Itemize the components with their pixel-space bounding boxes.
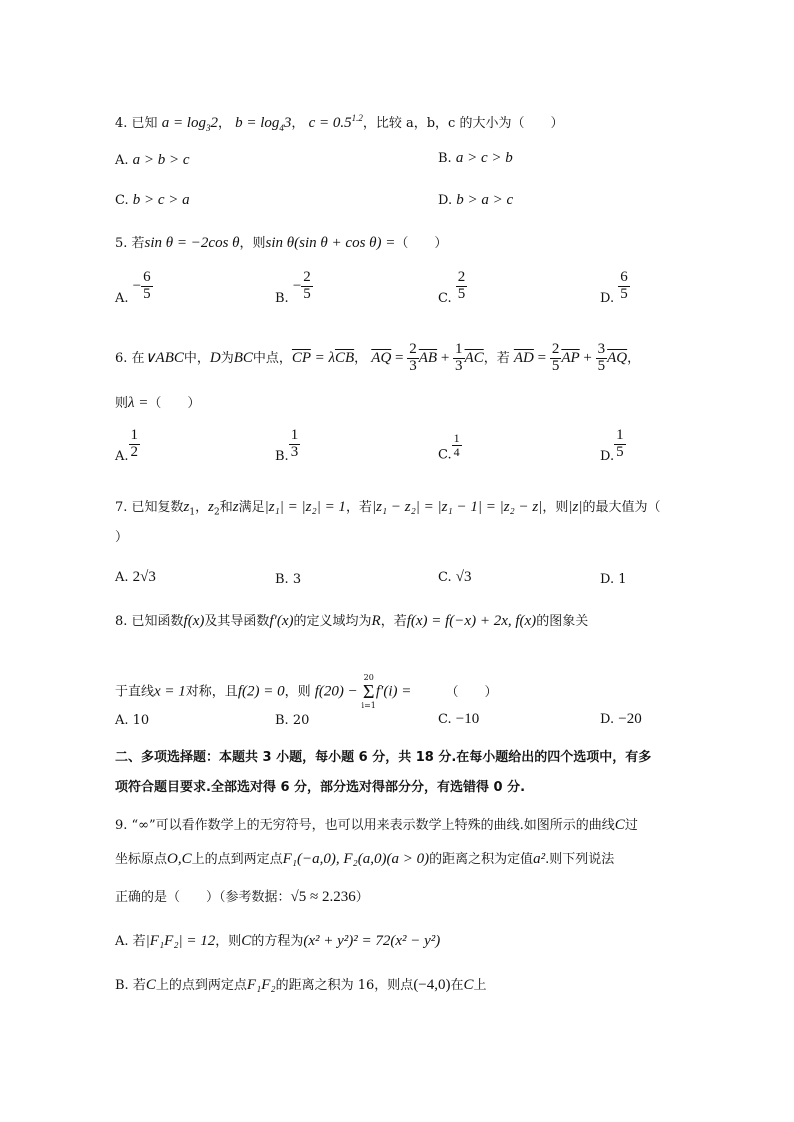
q7-option-d[interactable]: D. 1 bbox=[600, 572, 627, 587]
q5-condition: sin θ = −2cos θ bbox=[144, 235, 240, 251]
q7-condition-1: |z₁| = |z₂| = 1 bbox=[264, 499, 346, 515]
q4-b-def: $b = \log_43$ bbox=[235, 115, 292, 133]
q5-option-b[interactable]: B. − $\frac{2}{5}$ bbox=[275, 269, 311, 306]
q4-c-def: $c = 0.5^{1.2}$ bbox=[308, 113, 363, 131]
q9-stem: 9. “∞”可以看作数学上的无穷符号，也可以用来表示数学上特殊的曲线.如图所示的曲线C过 bbox=[115, 817, 638, 833]
q5-option-d[interactable]: D. $\frac{6}{5}$ bbox=[600, 269, 628, 306]
q4-stem: 4. 已知 $a = \log_32$， $b = \log_43$， $c = 0.5^{1.2}$，比较 a，b，c 的大小为（ ） bbox=[115, 113, 564, 133]
q8-summation: 20 Σ i=1 bbox=[361, 673, 376, 710]
q5-expression: sin θ(sin θ + cos θ) = bbox=[265, 235, 396, 251]
q9-option-a[interactable]: A. 若|F₁F₂| = 12，则C的方程为(x² + y²)² = 72(x² − y²) bbox=[115, 933, 441, 949]
q8-option-c[interactable]: C. −10 bbox=[438, 711, 480, 727]
q5-option-c[interactable]: C. $\frac{2}{5}$ bbox=[438, 269, 466, 306]
q6-option-b[interactable]: B. $\frac{1}{3}$ bbox=[275, 427, 299, 464]
q4-option-c[interactable]: C. b > c > a bbox=[115, 192, 190, 208]
q4-option-a[interactable]: A. a > b > c bbox=[115, 152, 190, 168]
q4-text: ，比较 a，b，c 的大小为（ ） bbox=[362, 116, 564, 131]
q8-stem-line2: 于直线x = 1对称，且f(2) = 0，则 f(20) − 20 Σ i=1 f′(i) = （ ） bbox=[115, 673, 498, 710]
q8-stem: 8. 已知函数f(x)及其导函数f′(x)的定义域均为R，若f(x) = f(−x) + 2x, f(x)的图象关 bbox=[115, 613, 589, 629]
q9-stem-line3: 正确的是（ ）（参考数据：√5 ≈ 2.236） bbox=[115, 889, 369, 905]
q6-stem-line2: 则λ =（ ） bbox=[115, 395, 201, 411]
q7-stem: 7. 已知复数$z_1$，$z_2$和z满足|z₁| = |z₂| = 1，若|z₁ − z₂| = |z₁ − 1| = |z₂ − z|，则|z|的最大值为（ bbox=[115, 499, 661, 518]
section-2-heading-line2: 项符合题目要求.全部选对得 6 分，部分选对得部分分，有选错得 0 分. bbox=[115, 780, 526, 795]
q6-option-c[interactable]: C. $\frac{1}{4}$ bbox=[438, 431, 460, 463]
section-2-heading: 二、多项选择题：本题共 3 小题，每小题 6 分，共 18 分.在每小题给出的四个选项中，有多 bbox=[115, 750, 652, 765]
q8-equation: f(x) = f(−x) + 2x, f(x) bbox=[406, 613, 537, 629]
q6-option-a[interactable]: A. $\frac{1}{2}$ bbox=[115, 427, 139, 464]
q7-condition-2: |z₁ − z₂| = |z₁ − 1| = |z₂ − z| bbox=[371, 499, 543, 515]
q4-a-def: $a = \log_32$ bbox=[161, 115, 218, 133]
q8-option-a[interactable]: A. 10 bbox=[115, 713, 150, 728]
q6-option-d[interactable]: D. $\frac{1}{5}$ bbox=[600, 427, 624, 464]
q9-stem-line2: 坐标原点O,C上的点到两定点F₁(−a,0), F₂(a,0)(a > 0)的距离之积为定值a².则下列说法 bbox=[115, 851, 615, 867]
q7-option-c[interactable]: C. √3 bbox=[438, 569, 472, 585]
q4-option-d[interactable]: D. b > a > c bbox=[438, 192, 514, 208]
q5-stem: 5. 若sin θ = −2cos θ，则sin θ(sin θ + cos θ) =（ ） bbox=[115, 235, 448, 251]
q4-option-b[interactable]: B. a > c > b bbox=[438, 150, 513, 166]
q7-stem-close: ） bbox=[115, 530, 129, 545]
q5-option-a[interactable]: A. − $\frac{6}{5}$ bbox=[115, 269, 151, 306]
q8-option-b[interactable]: B. 20 bbox=[275, 713, 310, 728]
q7-option-b[interactable]: B. 3 bbox=[275, 572, 302, 587]
q7-option-a[interactable]: A. 2√3 bbox=[115, 569, 156, 585]
q8-option-d[interactable]: D. −20 bbox=[600, 711, 642, 727]
q6-stem: 6. 在∨ABC中，D为BC中点，$\overline{CP} = \lambda\overline{CB}$， $\overline{AQ}$ = $\frac{2}{3}$ $\overline{AB}$ + $\frac{1}{3}$ $\overline{AC}$，若 $\overline{AD}$ = $\frac{2}{5}$ $\overline{AP}$ + $\frac{3}{5}$ $\overline{AQ}$， bbox=[115, 341, 641, 374]
q4-number: 4. 已知 bbox=[115, 116, 158, 131]
q9-option-b[interactable]: B. 若C上的点到两定点F₁F₂的距离之积为 16，则点(−4,0)在C上 bbox=[115, 977, 487, 993]
